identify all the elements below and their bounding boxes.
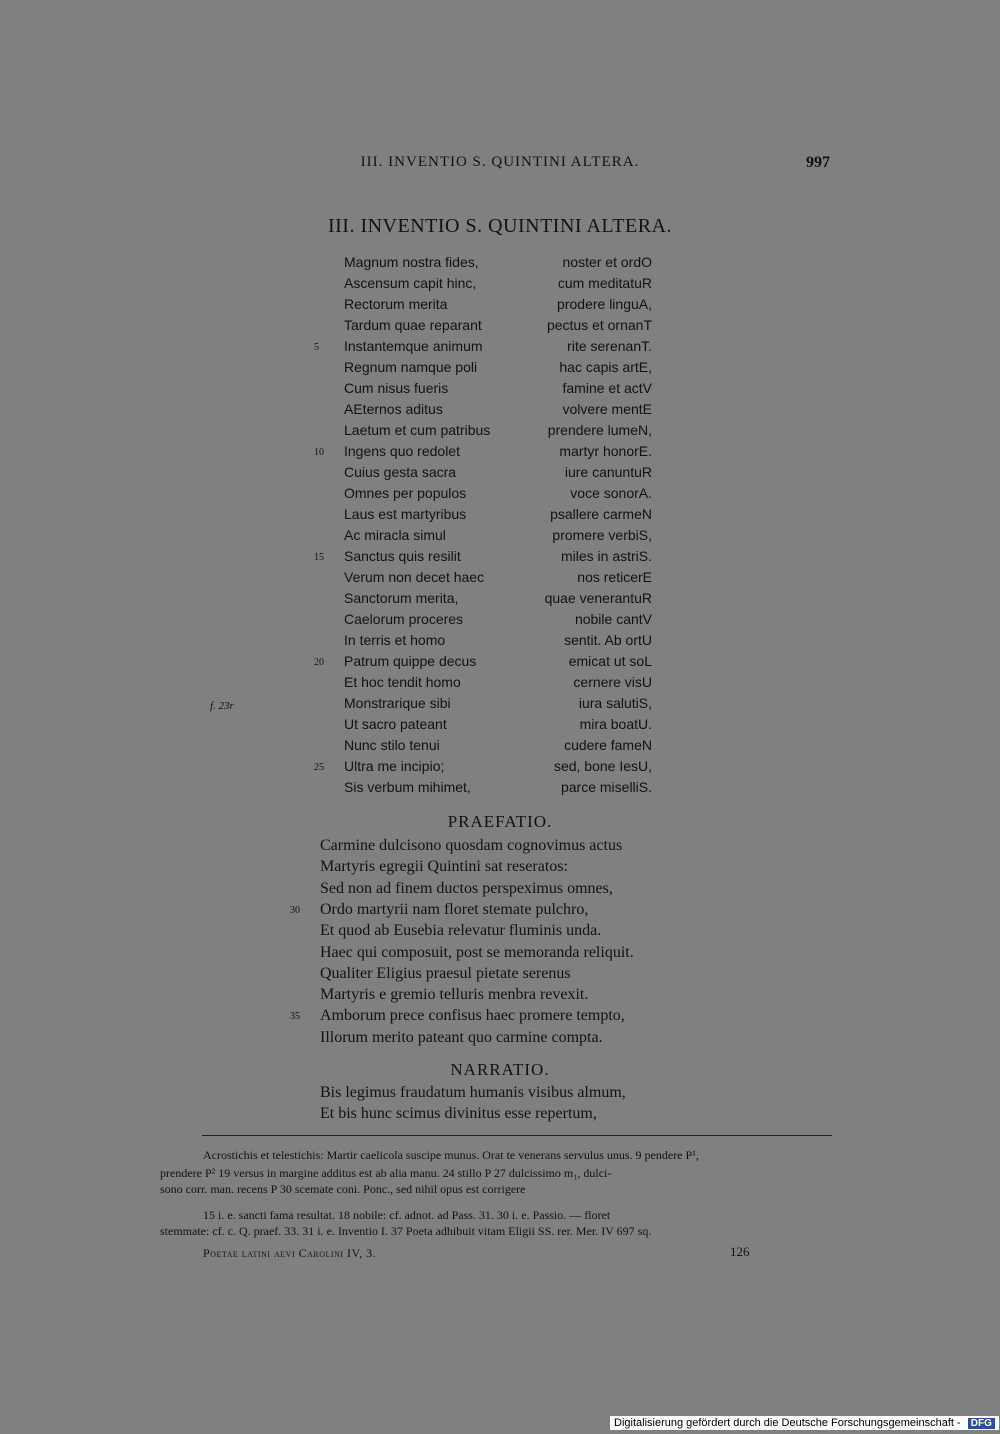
acrostic-line xyxy=(0,737,1000,758)
narratio-heading: NARRATIO. xyxy=(450,1060,550,1079)
acrostic-left-half: Regnum namque poli xyxy=(344,359,478,375)
verse-line: Martyris e gremio telluris menbra revexit. xyxy=(320,986,589,1004)
acrostic-right-half: nobile cantV xyxy=(574,611,652,627)
acrostic-right-half: parce miselliS. xyxy=(560,779,652,795)
verse-line: Carmine dulcisono quosdam cognovimus actus xyxy=(320,837,623,854)
line-number: 20 xyxy=(314,657,324,668)
acrostic-right-half: emicat ut soL xyxy=(568,653,652,669)
acrostic-left-half: Patrum quippe decus xyxy=(344,653,477,669)
praefatio-heading: PRAEFATIO. xyxy=(447,812,553,831)
acrostic-line xyxy=(0,548,1000,569)
acrostic-left-half: In terris et homo xyxy=(344,632,446,648)
acrostic-left-half: Omnes per populos xyxy=(344,485,467,501)
verse-line: Qualiter Eligius praesul pietate serenus xyxy=(320,964,571,982)
acrostic-left-half: Ascensum capit hinc, xyxy=(344,275,477,291)
acrostic-line xyxy=(0,443,1000,464)
series-footer: Poetae latini aevi Carolini IV, 3. xyxy=(203,1246,377,1260)
acrostic-right-half: nos reticerE xyxy=(577,569,652,585)
acrostic-line xyxy=(0,380,1000,401)
footnote-line: prendere P² 19 versus in margine additus est ab alia manu. 24 stillo P 27 dulcissimo m₁, dulci- xyxy=(160,1166,612,1180)
acrostic-right-half: volvere mentE xyxy=(562,401,652,417)
acrostic-left-half: AEternos aditus xyxy=(344,401,443,417)
footnote-line: sono corr. man. recens P 30 scemate coni. Ponc., sed nihil opus est corrigere xyxy=(160,1182,526,1196)
acrostic-left-half: Cum nisus fueris xyxy=(344,380,449,396)
acrostic-left-half: Sanctus quis resilit xyxy=(344,548,461,564)
verse-line: Martyris egregii Quintini sat reseratos: xyxy=(320,858,568,876)
acrostic-right-half: miles in astriS. xyxy=(560,548,652,564)
signature-number: 126 xyxy=(730,1244,750,1259)
dfg-credit-bar xyxy=(610,1416,999,1430)
acrostic-right-half: cernere visU xyxy=(573,674,652,690)
acrostic-left-half: Ingens quo redolet xyxy=(344,443,460,459)
acrostic-left-half: Sanctorum merita, xyxy=(344,590,459,606)
acrostic-left-half: Laetum et cum patribus xyxy=(344,422,491,438)
line-number: 35 xyxy=(290,1011,300,1023)
acrostic-line xyxy=(0,317,1000,338)
footnote-line: 15 i. e. sancti fama resultat. 18 nobile: cf. adnot. ad Pass. 31. 30 i. e. Passio. — floret xyxy=(203,1208,611,1222)
acrostic-left-half: Ac miracla simul xyxy=(344,527,446,543)
acrostic-right-half: pectus et ornanT xyxy=(546,317,652,333)
acrostic-right-half: iura salutiS, xyxy=(578,695,652,711)
acrostic-right-half: cum meditatuR xyxy=(557,275,652,291)
acrostic-line xyxy=(0,359,1000,380)
acrostic-left-half: Cuius gesta sacra xyxy=(344,464,457,480)
acrostic-left-half: Instantemque animum xyxy=(344,338,483,354)
acrostic-line xyxy=(0,590,1000,611)
acrostic-left-half: Sis verbum mihimet, xyxy=(344,779,471,795)
acrostic-line xyxy=(0,569,1000,590)
acrostic-right-half: rite serenanT. xyxy=(567,338,652,354)
verse-line: Bis legimus fraudatum humanis visibus almum, xyxy=(320,1084,626,1101)
acrostic-line xyxy=(0,296,1000,317)
line-number: 10 xyxy=(314,447,324,458)
acrostic-line xyxy=(0,401,1000,422)
acrostic-right-half: prodere linguA, xyxy=(557,296,652,312)
verse-line: Et quod ab Eusebia relevatur fluminis unda. xyxy=(320,922,602,940)
acrostic-line xyxy=(0,632,1000,653)
acrostic-left-half: Ut sacro pateant xyxy=(344,716,447,732)
acrostic-line xyxy=(0,338,1000,359)
acrostic-line xyxy=(0,506,1000,527)
acrostic-line xyxy=(0,527,1000,548)
footnote-rule xyxy=(202,1135,832,1136)
acrostic-right-half: famine et actV xyxy=(562,380,652,396)
acrostic-right-half: voce sonorA. xyxy=(570,485,652,501)
line-number: 25 xyxy=(314,762,324,773)
verse-line: Et bis hunc scimus divinitus esse repertum, xyxy=(320,1105,597,1123)
running-head: III. INVENTIO S. QUINTINI ALTERA. xyxy=(360,154,640,170)
acrostic-line xyxy=(0,695,1000,716)
acrostic-left-half: Nunc stilo tenui xyxy=(344,737,440,753)
acrostic-line xyxy=(0,716,1000,737)
acrostic-line xyxy=(0,275,1000,296)
acrostic-left-half: Rectorum merita xyxy=(344,296,448,312)
page-number: 997 xyxy=(806,154,830,171)
dfg-logo: DFG xyxy=(968,1418,995,1429)
acrostic-right-half: iure canuntuR xyxy=(564,464,652,480)
verse-line: Sed non ad finem ductos perspeximus omnes, xyxy=(320,879,613,897)
acrostic-right-half: sed, bone IesU, xyxy=(553,758,652,774)
acrostic-left-half: Verum non decet haec xyxy=(344,569,485,585)
acrostic-right-half: noster et ordO xyxy=(562,254,652,270)
acrostic-left-half: Caelorum proceres xyxy=(344,611,464,627)
acrostic-left-half: Ultra me incipio; xyxy=(344,758,445,774)
footnote-line: Acrostichis et telestichis: Martir caelicola suscipe munus. Orat te venerans servulus unus. 9 pendere P¹, xyxy=(203,1148,699,1162)
folio-margin-note: f. 23r xyxy=(210,700,234,712)
verse-line: Amborum prece confisus haec promere tempto, xyxy=(320,1007,625,1025)
acrostic-left-half: Monstrarique sibi xyxy=(344,695,451,711)
dfg-credit-text: Digitalisierung gefördert durch die Deutsche Forschungsgemeinschaft - xyxy=(614,1417,961,1429)
acrostic-line xyxy=(0,254,1000,275)
acrostic-line xyxy=(0,779,1000,800)
acrostic-line xyxy=(0,464,1000,485)
verse-line: Ordo martyrii nam floret stemate pulchro, xyxy=(320,900,589,918)
acrostic-left-half: Magnum nostra fides, xyxy=(344,254,479,270)
acrostic-line xyxy=(0,422,1000,443)
poem-title: III. INVENTIO S. QUINTINI ALTERA. xyxy=(327,215,673,237)
line-number: 30 xyxy=(290,904,300,916)
acrostic-right-half: quae venerantuR xyxy=(544,590,652,606)
acrostic-right-half: psallere carmeN xyxy=(550,506,652,522)
acrostic-right-half: sentit. Ab ortU xyxy=(564,632,652,648)
acrostic-right-half: hac capis artE, xyxy=(559,359,652,375)
acrostic-right-half: prendere lumeN, xyxy=(547,422,652,438)
acrostic-line xyxy=(0,653,1000,674)
acrostic-left-half: Laus est martyribus xyxy=(344,506,467,522)
acrostic-line xyxy=(0,611,1000,632)
acrostic-line xyxy=(0,485,1000,506)
line-number: 5 xyxy=(314,342,319,353)
verse-line: Illorum merito pateant quo carmine compta. xyxy=(320,1028,603,1046)
acrostic-right-half: cudere fameN xyxy=(564,737,652,753)
acrostic-line xyxy=(0,674,1000,695)
line-number: 15 xyxy=(314,552,324,563)
acrostic-right-half: martyr honorE. xyxy=(559,443,652,459)
acrostic-left-half: Tardum quae reparant xyxy=(344,317,482,333)
acrostic-left-half: Et hoc tendit homo xyxy=(344,674,461,690)
footnote-line: stemmate: cf. c. Q. praef. 33. 31 i. e. Inventio I. 37 Poeta adhibuit vitam Eligii SS. rer. Mer. IV 697 sq. xyxy=(160,1224,652,1238)
acrostic-right-half: promere verbiS, xyxy=(552,527,652,543)
acrostic-right-half: mira boatU. xyxy=(579,716,652,732)
acrostic-line xyxy=(0,758,1000,779)
verse-line: Haec qui composuit, post se memoranda reliquit. xyxy=(320,943,634,961)
